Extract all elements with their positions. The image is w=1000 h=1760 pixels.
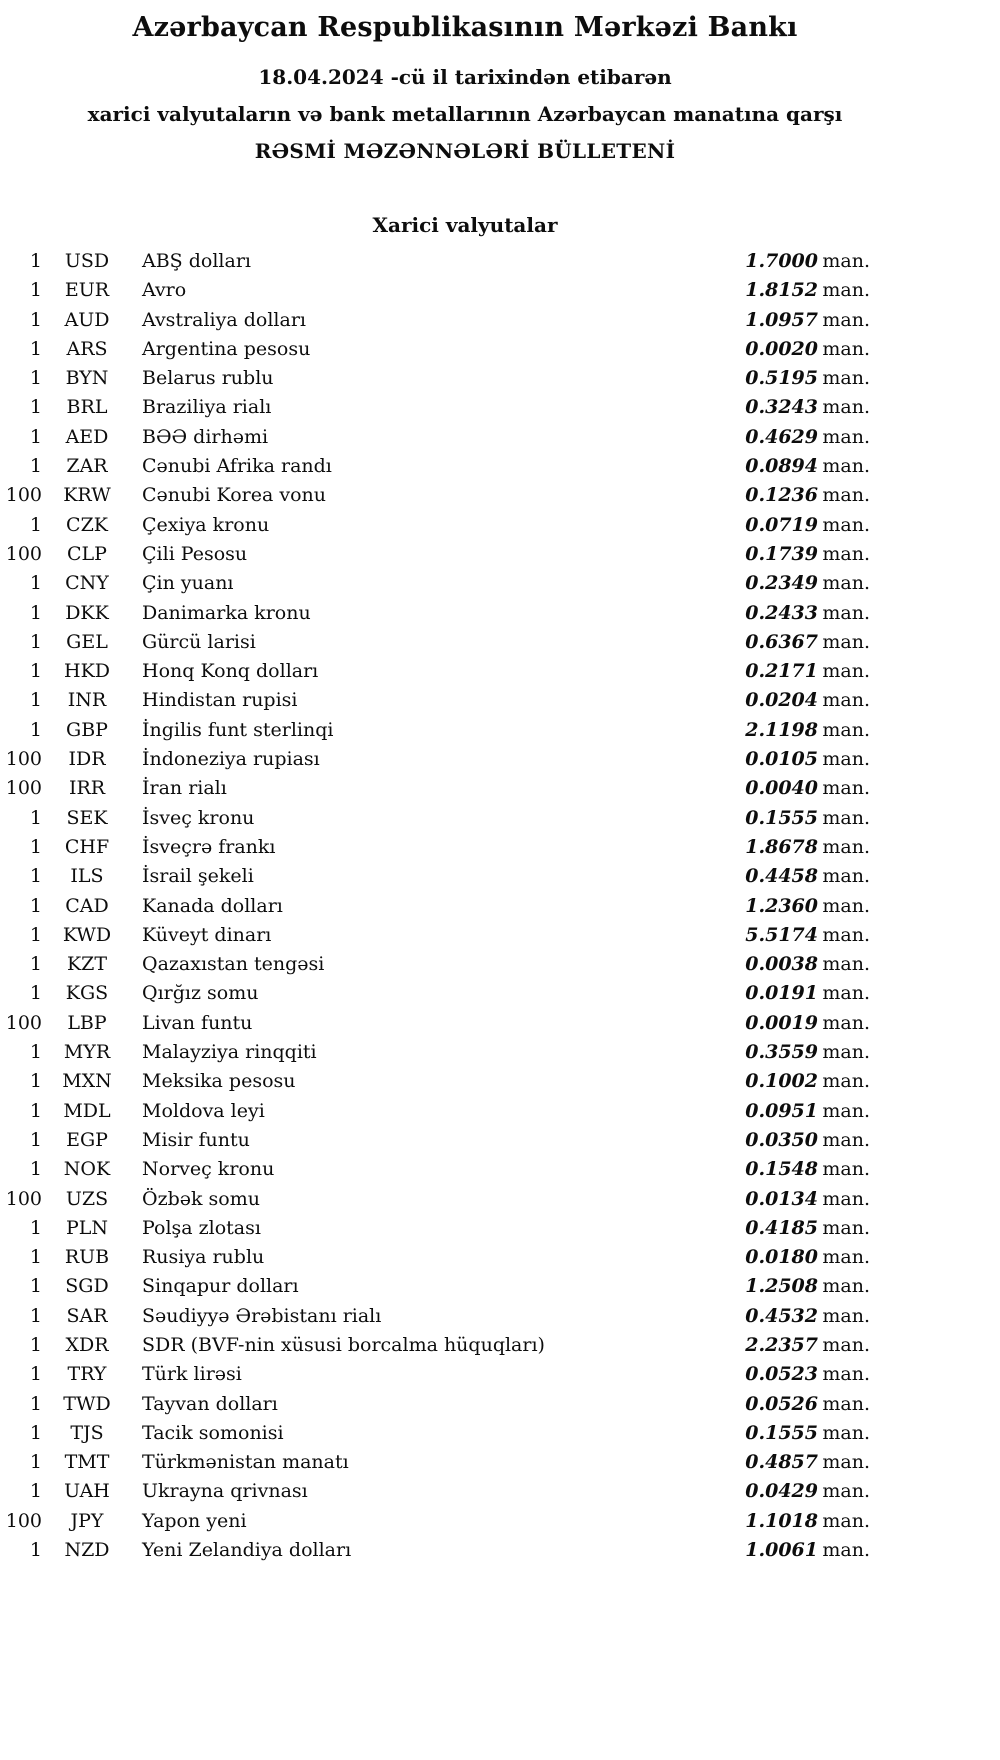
row-qty: 1 [29, 1246, 42, 1269]
row-unit: man. [822, 455, 870, 478]
table-row [4, 335, 876, 364]
row-code: AUD [64, 308, 110, 331]
row-unit: man. [822, 777, 870, 800]
subtitle-line: xarici valyutaların və bank metallarının Azərbaycan manatına qarşı [87, 102, 843, 126]
row-name: Türkmənistan manatı [142, 1451, 349, 1474]
table-row [4, 569, 876, 598]
row-name: İndoneziya rupiası [142, 748, 320, 771]
row-unit: man. [822, 630, 870, 653]
row-unit: man. [822, 718, 870, 741]
row-code: SEK [66, 806, 108, 829]
row-code: IRR [68, 777, 106, 800]
row-rate: 0.2349 [745, 572, 818, 595]
row-rate: 0.2433 [745, 601, 818, 624]
table-row [4, 1477, 876, 1506]
table-row [4, 481, 876, 510]
row-unit: man. [822, 542, 870, 565]
row-unit: man. [822, 835, 870, 858]
row-name: Cənubi Korea vonu [142, 484, 326, 507]
table-row [4, 1214, 876, 1243]
row-name: Avro [142, 279, 187, 302]
row-unit: man. [822, 601, 870, 624]
row-qty: 1 [29, 1041, 42, 1064]
table-row [4, 1507, 876, 1536]
row-rate: 0.0429 [745, 1480, 818, 1503]
section-heading: Xarici valyutalar [372, 213, 558, 237]
row-unit: man. [822, 1363, 870, 1386]
table-row [4, 511, 876, 540]
row-qty: 1 [29, 1480, 42, 1503]
row-rate: 0.0951 [745, 1099, 818, 1122]
table-row [4, 1302, 876, 1331]
row-rate: 1.1018 [745, 1509, 818, 1532]
row-name: Rusiya rublu [142, 1246, 265, 1269]
row-unit: man. [822, 1070, 870, 1093]
row-unit: man. [822, 250, 870, 272]
row-code: EGP [66, 1128, 108, 1151]
row-unit: man. [822, 894, 870, 917]
row-code: PLN [65, 1216, 109, 1239]
row-qty: 1 [29, 894, 42, 917]
row-unit: man. [822, 1421, 870, 1444]
row-rate: 0.0105 [745, 748, 818, 771]
row-code: TRY [67, 1363, 107, 1386]
row-name: Livan funtu [142, 1011, 253, 1034]
row-name: BƏƏ dirhəmi [142, 425, 269, 448]
row-unit: man. [822, 1275, 870, 1298]
row-unit: man. [822, 982, 870, 1005]
row-unit: man. [822, 337, 870, 360]
bulletin-line: RƏSMİ MƏZƏNNƏLƏRİ BÜLLETENİ [254, 139, 676, 163]
row-rate: 0.0526 [745, 1392, 818, 1415]
row-name: Türk lirəsi [142, 1363, 242, 1386]
table-row [4, 540, 876, 569]
table-row [4, 1272, 876, 1301]
row-code: IDR [68, 748, 106, 771]
row-rate: 0.4857 [745, 1451, 818, 1474]
row-code: UZS [65, 1187, 109, 1210]
row-unit: man. [822, 1451, 870, 1474]
row-code: TWD [63, 1392, 111, 1415]
row-qty: 1 [29, 1070, 42, 1093]
row-rate: 2.2357 [745, 1333, 818, 1356]
table-row [4, 599, 876, 628]
row-unit: man. [822, 1216, 870, 1239]
row-rate: 0.2171 [745, 660, 818, 683]
row-rate: 0.1739 [745, 542, 818, 565]
row-unit: man. [822, 923, 870, 946]
row-qty: 1 [29, 1128, 42, 1151]
row-rate: 0.0020 [745, 337, 818, 360]
row-rate: 0.5195 [745, 367, 818, 390]
row-code: LBP [67, 1011, 107, 1034]
row-name: Çin yuanı [142, 572, 234, 595]
row-name: Tayvan dolları [142, 1392, 278, 1415]
row-code: ZAR [66, 455, 108, 478]
table-row [4, 774, 876, 803]
table-row [4, 1390, 876, 1419]
row-code: GBP [66, 718, 108, 741]
row-code: CHF [64, 835, 110, 858]
row-rate: 1.0957 [745, 308, 818, 331]
row-rate: 0.1548 [745, 1158, 818, 1181]
table-row [4, 1360, 876, 1389]
row-qty: 1 [29, 865, 42, 888]
row-qty: 100 [5, 1509, 42, 1532]
row-qty: 100 [5, 1187, 42, 1210]
row-rate: 1.0061 [745, 1539, 818, 1562]
table-row [4, 364, 876, 393]
row-name: Belarus rublu [142, 367, 274, 390]
row-unit: man. [822, 425, 870, 448]
row-qty: 1 [29, 455, 42, 478]
row-rate: 0.4532 [745, 1304, 818, 1327]
row-qty: 100 [5, 748, 42, 771]
row-qty: 1 [29, 396, 42, 419]
row-code: BYN [65, 367, 109, 390]
row-name: Braziliya rialı [142, 396, 272, 419]
row-qty: 1 [29, 953, 42, 976]
table-row [4, 306, 876, 335]
row-name: Yapon yeni [142, 1509, 247, 1532]
row-code: TJS [70, 1421, 104, 1444]
table-row [4, 804, 876, 833]
row-qty: 1 [29, 601, 42, 624]
row-qty: 1 [29, 689, 42, 712]
table-row [4, 862, 876, 891]
row-code: KWD [62, 923, 112, 946]
row-name: Ukrayna qrivnası [142, 1480, 308, 1503]
row-rate: 0.1236 [745, 484, 818, 507]
row-unit: man. [822, 1187, 870, 1210]
row-unit: man. [822, 513, 870, 536]
row-code: GEL [66, 630, 108, 653]
row-qty: 1 [29, 660, 42, 683]
row-rate: 0.4629 [745, 425, 818, 448]
row-rate: 0.0040 [745, 777, 818, 800]
row-rate: 5.5174 [745, 923, 818, 946]
row-qty: 1 [29, 923, 42, 946]
row-qty: 1 [29, 367, 42, 390]
row-code: NZD [64, 1539, 110, 1562]
row-name: Cənubi Afrika randı [142, 455, 332, 478]
row-code: KGS [65, 982, 109, 1005]
row-code: SAR [66, 1304, 108, 1327]
table-row [4, 979, 876, 1008]
row-rate: 1.2508 [745, 1275, 818, 1298]
row-rate: 0.0019 [745, 1011, 818, 1034]
row-rate: 0.0180 [745, 1246, 818, 1269]
table-row [4, 716, 876, 745]
row-unit: man. [822, 865, 870, 888]
row-name: Kanada dolları [142, 894, 283, 917]
table-row [4, 1185, 876, 1214]
table-row [4, 247, 876, 276]
row-rate: 0.1002 [745, 1070, 818, 1093]
row-unit: man. [822, 689, 870, 712]
row-rate: 0.1555 [745, 1421, 818, 1444]
row-unit: man. [822, 367, 870, 390]
table-row [4, 452, 876, 481]
row-qty: 1 [29, 806, 42, 829]
row-rate: 0.6367 [745, 630, 818, 653]
row-qty: 100 [5, 1011, 42, 1034]
table-row [4, 1067, 876, 1096]
row-rate: 1.2360 [745, 894, 818, 917]
row-name: Səudiyyə Ərəbistanı rialı [142, 1304, 382, 1327]
table-row [4, 1126, 876, 1155]
row-code: CNY [65, 572, 109, 595]
row-rate: 0.4458 [745, 865, 818, 888]
row-qty: 1 [29, 250, 42, 272]
row-unit: man. [822, 806, 870, 829]
row-name: Gürcü larisi [142, 630, 256, 653]
row-name: Küveyt dinarı [142, 923, 272, 946]
table-row [4, 921, 876, 950]
row-unit: man. [822, 279, 870, 302]
row-rate: 1.8152 [745, 279, 818, 302]
row-name: Misir funtu [142, 1128, 250, 1151]
row-unit: man. [822, 1099, 870, 1122]
row-rate: 0.0191 [745, 982, 818, 1005]
row-rate: 0.0894 [745, 455, 818, 478]
row-qty: 1 [29, 1392, 42, 1415]
row-unit: man. [822, 308, 870, 331]
row-unit: man. [822, 1128, 870, 1151]
row-unit: man. [822, 1041, 870, 1064]
row-qty: 1 [29, 1539, 42, 1562]
row-code: RUB [64, 1246, 110, 1269]
table-row [4, 1331, 876, 1360]
table-row [4, 1536, 876, 1565]
row-code: ILS [70, 865, 104, 888]
row-code: HKD [64, 660, 110, 683]
row-qty: 1 [29, 1216, 42, 1239]
row-qty: 100 [5, 484, 42, 507]
table-row [4, 1243, 876, 1272]
row-qty: 1 [29, 1275, 42, 1298]
row-rate: 0.1555 [745, 806, 818, 829]
row-qty: 1 [29, 337, 42, 360]
row-qty: 1 [29, 425, 42, 448]
row-name: Tacik somonisi [142, 1421, 284, 1444]
row-name: SDR (BVF-nin xüsusi borcalma hüquqları) [142, 1333, 545, 1356]
row-name: İran rialı [142, 777, 227, 800]
row-name: ABŞ dolları [142, 250, 251, 272]
row-name: Danimarka kronu [142, 601, 311, 624]
table-row [4, 393, 876, 422]
row-name: Malayziya rinqqiti [142, 1041, 317, 1064]
row-unit: man. [822, 1539, 870, 1562]
row-code: TMT [64, 1451, 110, 1474]
row-code: MXN [62, 1070, 112, 1093]
row-code: JPY [70, 1509, 104, 1532]
row-code: UAH [64, 1480, 110, 1503]
row-rate: 1.8678 [745, 835, 818, 858]
row-code: CLP [67, 542, 107, 565]
table-row [4, 1097, 876, 1126]
row-name: Norveç kronu [142, 1158, 275, 1181]
table-row [4, 950, 876, 979]
row-qty: 1 [29, 572, 42, 595]
row-code: KZT [66, 953, 108, 976]
row-unit: man. [822, 1246, 870, 1269]
row-name: İsveçrə frankı [142, 835, 276, 858]
row-code: EUR [64, 279, 110, 302]
row-code: MDL [63, 1099, 111, 1122]
row-name: Çili Pesosu [142, 542, 248, 565]
date-line: 18.04.2024 -cü il tarixindən etibarən [258, 65, 672, 89]
row-name: Polşa zlotası [142, 1216, 261, 1239]
table-row [4, 1448, 876, 1477]
row-rate: 1.7000 [745, 250, 818, 272]
row-qty: 1 [29, 308, 42, 331]
row-unit: man. [822, 748, 870, 771]
row-qty: 1 [29, 1451, 42, 1474]
row-name: Qazaxıstan tengəsi [142, 953, 325, 976]
table-row [4, 276, 876, 305]
row-unit: man. [822, 572, 870, 595]
row-rate: 0.0350 [745, 1128, 818, 1151]
row-rate: 0.3243 [745, 396, 818, 419]
row-qty: 100 [5, 777, 42, 800]
table-row [4, 892, 876, 921]
row-name: Çexiya kronu [142, 513, 270, 536]
row-name: Özbək somu [142, 1187, 260, 1210]
row-qty: 1 [29, 982, 42, 1005]
row-name: İsrail şekeli [142, 865, 254, 888]
row-qty: 1 [29, 835, 42, 858]
row-rate: 2.1198 [745, 718, 818, 741]
row-name: Sinqapur dolları [142, 1275, 299, 1298]
row-name: Qırğız somu [142, 982, 259, 1005]
row-code: ARS [66, 337, 108, 360]
row-qty: 1 [29, 1333, 42, 1356]
row-code: XDR [65, 1333, 109, 1356]
row-code: KRW [63, 484, 111, 507]
row-unit: man. [822, 484, 870, 507]
row-unit: man. [822, 1011, 870, 1034]
row-rate: 0.0204 [745, 689, 818, 712]
row-name: Avstraliya dolları [142, 308, 306, 331]
row-name: Hindistan rupisi [142, 689, 298, 712]
row-code: BRL [66, 396, 108, 419]
row-unit: man. [822, 660, 870, 683]
row-unit: man. [822, 1304, 870, 1327]
row-qty: 1 [29, 1099, 42, 1122]
row-code: CAD [65, 894, 109, 917]
row-name: İsveç kronu [142, 806, 255, 829]
row-qty: 1 [29, 718, 42, 741]
row-unit: man. [822, 396, 870, 419]
row-qty: 1 [29, 1363, 42, 1386]
row-unit: man. [822, 1158, 870, 1181]
row-code: AED [65, 425, 109, 448]
row-name: Argentina pesosu [142, 337, 311, 360]
row-qty: 100 [5, 542, 42, 565]
row-name: İngilis funt sterlinqi [142, 718, 334, 741]
row-code: NOK [63, 1158, 111, 1181]
row-code: CZK [66, 513, 108, 536]
row-rate: 0.4185 [745, 1216, 818, 1239]
row-rate: 0.0038 [745, 953, 818, 976]
row-qty: 1 [29, 1158, 42, 1181]
row-code: MYR [63, 1041, 111, 1064]
table-row [4, 686, 876, 715]
table-row [4, 423, 876, 452]
row-name: Meksika pesosu [142, 1070, 296, 1093]
table-row [4, 1009, 876, 1038]
row-unit: man. [822, 953, 870, 976]
row-code: USD [64, 250, 110, 272]
row-rate: 0.3559 [745, 1041, 818, 1064]
row-qty: 1 [29, 1304, 42, 1327]
row-qty: 1 [29, 279, 42, 302]
row-qty: 1 [29, 1421, 42, 1444]
row-rate: 0.0719 [745, 513, 818, 536]
table-row [4, 1038, 876, 1067]
row-unit: man. [822, 1480, 870, 1503]
row-rate: 0.0134 [745, 1187, 818, 1210]
table-row [4, 1155, 876, 1184]
table-row [4, 657, 876, 686]
row-code: INR [67, 689, 107, 712]
table-row [4, 833, 876, 862]
row-unit: man. [822, 1333, 870, 1356]
row-unit: man. [822, 1392, 870, 1415]
row-qty: 1 [29, 630, 42, 653]
rates-table [4, 247, 876, 1565]
row-name: Moldova leyi [142, 1099, 265, 1122]
row-name: Yeni Zelandiya dolları [142, 1539, 352, 1562]
table-row [4, 1419, 876, 1448]
row-code: SGD [65, 1275, 109, 1298]
row-qty: 1 [29, 513, 42, 536]
row-code: DKK [65, 601, 109, 624]
row-rate: 0.0523 [745, 1363, 818, 1386]
document-header [0, 12, 930, 163]
row-unit: man. [822, 1509, 870, 1532]
table-row [4, 628, 876, 657]
page-title: Azərbaycan Respublikasının Mərkəzi Bankı [132, 12, 798, 43]
row-name: Honq Konq dolları [142, 660, 319, 683]
table-row [4, 745, 876, 774]
